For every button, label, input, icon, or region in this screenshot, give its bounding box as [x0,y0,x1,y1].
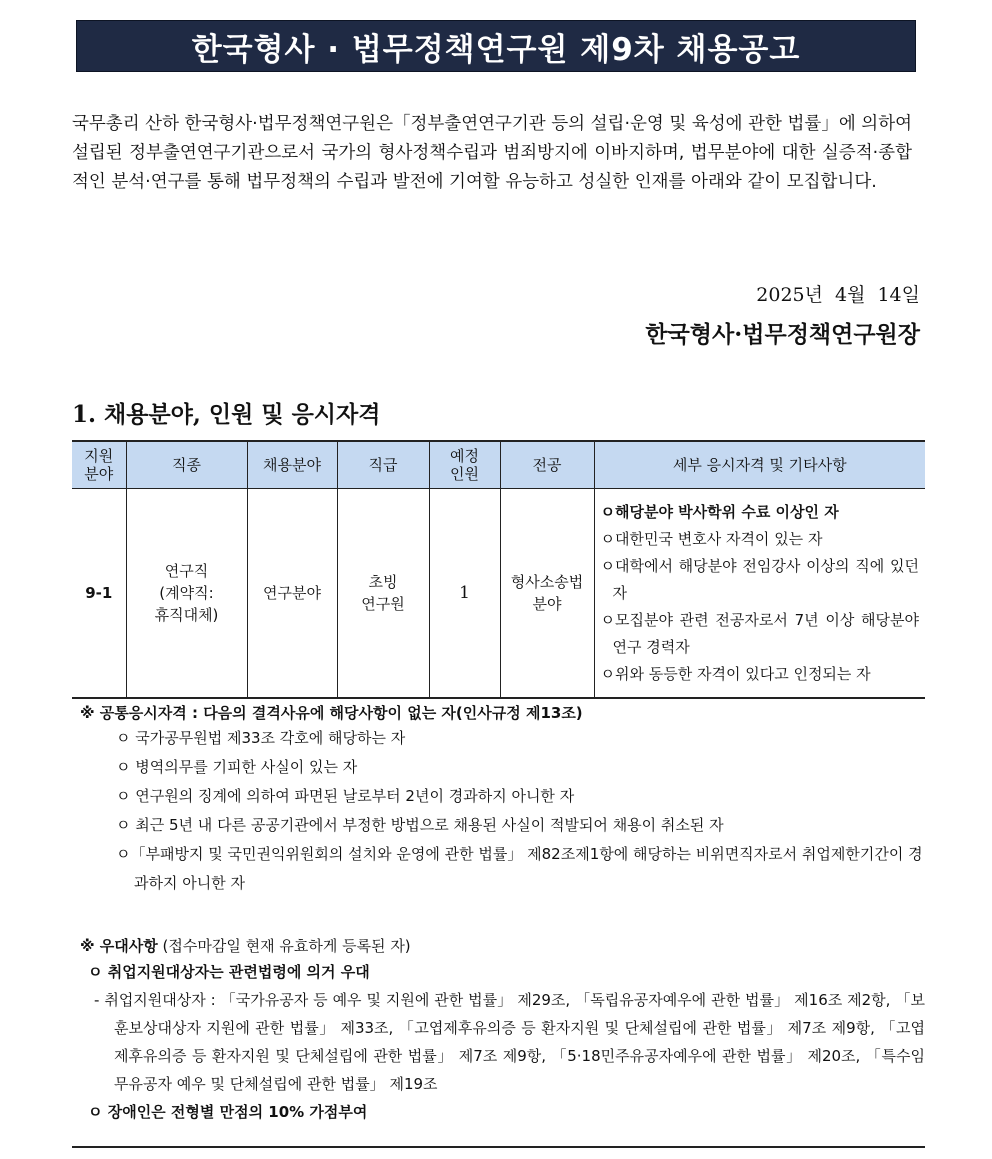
preference-heading [80,934,925,958]
page-title: 한국형사 · 법무정책연구원 제9차 채용공고 [191,31,801,68]
rank-line-2: 연구원 [361,595,405,613]
bottom-divider [72,1146,925,1148]
preference-heading-bold: ※ 우대사항 [80,937,158,955]
header-job-type: 직종 [126,441,247,489]
common-qualification-item: ㅇ「부패방지 및 국민권익위원회의 설치와 운영에 관한 법률」 제82조제1항에 해당하는 비위면직자로서 취업제한기간이 경과하지 아니한 자 [116,845,923,892]
common-qualification [80,702,925,898]
cell-job-type [126,489,247,699]
job-type-line-2: (계약직: [159,584,214,602]
rank-line-1: 초빙 [368,573,398,591]
cell-field-no [72,489,126,699]
organization-head: 한국형사·법무정책연구원장 [645,321,920,348]
requirement-item: ㅇ위와 동등한 자격이 있다고 인정되는 자 [600,664,871,683]
header-major: 전공 [500,441,594,489]
common-qualification-item: ㅇ 병역의무를 기피한 사실이 있는 자 [116,758,358,776]
requirement-item: ㅇ대학에서 해당분야 전임강사 이상의 직에 있던 자 [600,556,919,602]
field-value: 연구분야 [263,584,321,602]
date-year: 2025년 [756,284,824,306]
major-line-1: 형사소송법 [510,573,584,591]
common-qualification-item: ㅇ 국가공무원법 제33조 각호에 해당하는 자 [116,729,406,747]
cell-major [500,489,594,699]
job-type-line-3: 휴직대체) [154,606,219,624]
cell-rank [337,489,429,699]
preference-section [80,934,925,1126]
requirement-item: ㅇ모집분야 관련 전공자로서 7년 이상 해당분야 연구 경력자 [600,610,919,656]
preference-item-veterans: ㅇ 취업지원대상자는 관련법령에 의거 우대 [88,963,370,981]
count-value: 1 [459,583,470,603]
header-rank: 직급 [337,441,429,489]
preference-item-disabled: ㅇ 장애인은 전형별 만점의 10% 가점부여 [88,1103,368,1121]
date-month: 4월 [835,284,866,306]
table-row [72,489,925,699]
date-day: 14일 [877,284,920,306]
preference-heading-note: (접수마감일 현재 유효하게 등록된 자) [157,937,411,955]
common-qualification-item: ㅇ 최근 5년 내 다른 공공기관에서 부정한 방법으로 채용된 사실이 적발되어 채용이 취소된 자 [116,816,724,834]
cell-count [429,489,500,699]
cell-field [247,489,337,699]
common-qualification-item: ㅇ 연구원의 징계에 의하여 파면된 날로부터 2년이 경과하지 아니한 자 [116,787,575,805]
major-line-2: 분야 [532,595,562,613]
requirement-item: ㅇ해당분야 박사학위 수료 이상인 자 [600,502,839,521]
recruitment-table [72,440,925,699]
header-count: 예정 인원 [429,441,500,489]
title-banner [76,20,916,72]
common-qualification-heading: ※ 공통응시자격 : 다음의 결격사유에 해당사항이 없는 자(인사규정 제13조) [80,704,583,722]
header-field-no: 지원 분야 [72,441,126,489]
intro-paragraph: 국무총리 산하 한국형사·법무정책연구원은「정부출연연구기관 등의 설립·운영 및 육성에 관한 법률」에 의하여 설립된 정부출연연구기관으로서 국가의 형사정책수립과 범죄방지에 이바지하며, 법무분야에 대한 실증적·종합적인 분석·연구를 통해 법무정책의 수립과 발전에 기여할 유능하고 성실한 인재를 아래와 같이 모집합니다. [72,114,913,192]
header-requirements: 세부 응시자격 및 기타사항 [594,441,925,489]
header-field: 채용분야 [247,441,337,489]
cell-requirements [594,489,925,699]
preference-veterans-detail: - 취업지원대상자 : 「국가유공자 등 예우 및 지원에 관한 법률」 제29조, 「독립유공자예우에 관한 법률」 제16조 제2항, 「보훈보상대상자 지원에 관한 법률」 제33조, 「고엽제후유의증 등 환자지원 및 단체설립에 관한 법률」 제7조 제9항, 「고엽제후유의증 등 환자지원 및 단체설립에 관한 법률」 제7조 제9항, 「5·18민주유공자예우에 관한 법률」 제20조, 「특수임무유공자 예우 및 단체설립에 관한 법률」 제19조 [94,991,925,1093]
requirement-item: ㅇ대한민국 변호사 자격이 있는 자 [600,529,823,548]
field-no-value: 9-1 [85,584,113,602]
job-type-line-1: 연구직 [164,562,209,580]
section-title-1: 1. 채용분야, 인원 및 응시자격 [72,401,381,428]
announcement-date [744,280,920,307]
table-header-row [72,441,925,489]
